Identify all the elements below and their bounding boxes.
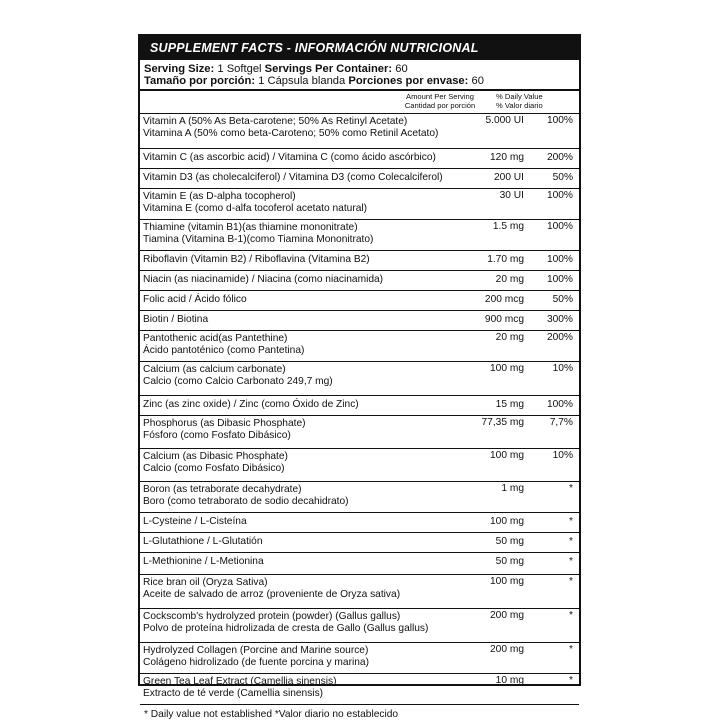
daily-value-percent: *: [569, 556, 573, 568]
amount-value: 5.000 UI: [485, 115, 524, 127]
nutrient-name: [140, 553, 433, 567]
daily-value-percent: 300%: [546, 314, 573, 326]
nutrient-name-line-1: Vitamin D3 (as cholecalciferol) / Vitamina D3 (como Colecalciferol): [143, 172, 443, 184]
amount-header-en: Amount Per Serving: [406, 92, 474, 102]
nutrient-name: [140, 482, 433, 507]
serving-size-value-es: 1 Cápsula blanda: [258, 75, 346, 88]
amount-value: 200 UI: [493, 172, 524, 184]
nutrient-name-line-1: Calcium (as Dibasic Phosphate): [143, 451, 288, 463]
nutrient-name-line-1: Niacin (as niacinamide) / Niacina (como niacinamida): [143, 274, 384, 286]
nutrient-name-line-2: Ácido pantoténico (como Pantetina): [143, 344, 305, 356]
dv-header-es: % Valor diario: [496, 100, 543, 110]
amount-value: 50 mg: [495, 536, 524, 548]
daily-value-percent: *: [569, 516, 573, 528]
nutrient-name-line-2: Vitamina A (50% como beta-Caroteno; 50% como Retinil Acetato): [143, 127, 439, 139]
daily-value-percent: 100%: [546, 254, 573, 266]
amount-value: 100 mg: [490, 576, 524, 588]
table-row: [140, 362, 579, 396]
nutrient-name: [140, 311, 433, 325]
nutrient-name: [140, 674, 433, 699]
daily-value-percent: *: [569, 536, 573, 548]
column-headers: [140, 91, 579, 114]
table-row: [140, 643, 579, 674]
panel-title: SUPPLEMENT FACTS - INFORMACIÓN NUTRICIONAL: [140, 36, 579, 60]
nutrient-name: [140, 575, 433, 600]
amount-value: 200 mg: [490, 644, 524, 656]
amount-value: 100 mg: [490, 363, 524, 375]
nutrient-name-line-1: Zinc (as zinc oxide) / Zinc (como Óxido de Zinc): [143, 399, 359, 411]
table-row: [140, 396, 579, 416]
nutrient-name: [140, 643, 433, 668]
nutrient-name-line-1: Folic acid / Ácido fólico: [143, 294, 247, 306]
amount-value: 50 mg: [495, 556, 524, 568]
footnote: * Daily value not established *Valor diario no establecido: [144, 709, 399, 721]
nutrient-name-line-1: Green Tea Leaf Extract (Camellia sinensis): [143, 676, 337, 688]
nutrient-name-line-2: Extracto de té verde (Camellia sinensis): [143, 687, 324, 699]
nutrient-name: [140, 533, 433, 547]
nutrient-name-line-2: Calcio (como Fosfato Dibásico): [143, 462, 285, 474]
nutrient-name: [140, 449, 433, 474]
nutrient-name-line-1: Calcium (as calcium carbonate): [143, 364, 286, 376]
daily-value-percent: 100%: [546, 221, 573, 233]
servings-per-container-value-es: 60: [471, 75, 484, 88]
serving-line-en: [144, 63, 575, 75]
daily-value-percent: 10%: [552, 450, 573, 462]
amount-header-es: Cantidad por porción: [404, 100, 476, 110]
daily-value-percent: *: [569, 610, 573, 622]
daily-value-percent: *: [569, 483, 573, 495]
serving-size-value: 1 Softgel: [217, 63, 262, 75]
nutrient-name-line-1: L-Methionine / L-Metionina: [143, 556, 264, 568]
serving-size-label-es: Tamaño por porción:: [144, 75, 256, 88]
daily-value-percent: 50%: [552, 172, 573, 184]
nutrient-name-line-1: Riboflavin (Vitamin B2) / Riboflavina (Vitamina B2): [143, 254, 370, 266]
table-row: [140, 149, 579, 169]
nutrient-name-line-1: Vitamin A (50% As Beta-carotene; 50% As Retinyl Acetate): [143, 116, 408, 128]
table-row: [140, 553, 579, 575]
nutrient-name-line-2: Tiamina (Vitamina B-1)(como Tiamina Mononitrato): [143, 233, 374, 245]
table-row: [140, 331, 579, 362]
nutrient-name-line-1: Thiamine (vitamin B1)(as thiamine mononitrate): [143, 222, 358, 234]
nutrient-name-line-1: Pantothenic acid(as Pantethine): [143, 333, 288, 345]
servings-per-container-value: 60: [395, 63, 408, 75]
nutrient-name-line-2: Boro (como tetraborato de sodio decahidrato): [143, 495, 349, 507]
amount-column-header: [394, 93, 486, 110]
nutrient-name-line-1: Vitamin E (as D-alpha tocopherol): [143, 191, 296, 203]
table-row: [140, 189, 579, 220]
amount-value: 100 mg: [490, 516, 524, 528]
nutrient-name: [140, 396, 433, 410]
nutrient-name-line-1: Boron (as tetraborate decahydrate): [143, 484, 302, 496]
daily-value-percent: *: [569, 644, 573, 656]
amount-value: 20 mg: [495, 274, 524, 286]
nutrient-name: [140, 114, 439, 139]
nutrient-name-line-1: Biotin / Biotina: [143, 314, 209, 326]
nutrient-name-line-2: Aceite de salvado de arroz (proveniente de Oryza sativa): [143, 588, 401, 600]
nutrient-name: [140, 271, 433, 285]
serving-line-es: [144, 75, 575, 87]
table-row: [140, 513, 579, 533]
daily-value-percent: 7,7%: [549, 417, 573, 429]
dv-header-en: % Daily Value: [496, 92, 543, 102]
daily-value-percent: 100%: [546, 115, 573, 127]
nutrient-name-line-2: Polvo de proteína hidrolizada de cresta de Gallo (Gallus gallus): [143, 622, 429, 634]
amount-value: 77,35 mg: [481, 417, 524, 429]
serving-info: [140, 60, 579, 91]
nutrient-name: [140, 362, 433, 387]
nutrient-name-line-1: L-Glutathione / L-Glutatión: [143, 536, 263, 548]
daily-value-percent: 10%: [552, 363, 573, 375]
amount-value: 120 mg: [490, 152, 524, 164]
nutrient-name: [140, 609, 433, 634]
nutrient-name-line-1: Cockscomb's hydrolyzed protein (powder) (Gallus gallus): [143, 611, 401, 623]
amount-value: 1.5 mg: [492, 221, 524, 233]
amount-value: 15 mg: [495, 399, 524, 411]
daily-value-percent: *: [569, 675, 573, 687]
table-row: [140, 251, 579, 271]
table-row: [140, 220, 579, 251]
daily-value-percent: *: [569, 576, 573, 588]
table-row: [140, 575, 579, 609]
nutrient-name-line-1: Vitamin C (as ascorbic acid) / Vitamina C (como ácido ascórbico): [143, 152, 436, 164]
nutrient-name-line-1: Rice bran oil (Oryza Sativa): [143, 577, 268, 589]
daily-value-percent: 100%: [546, 190, 573, 202]
table-row: [140, 533, 579, 553]
nutrient-name: [140, 251, 433, 265]
nutrient-name: [140, 169, 443, 184]
table-row: [140, 271, 579, 291]
table-row: [140, 169, 579, 189]
nutrient-name: [140, 513, 433, 527]
amount-value: 1.70 mg: [487, 254, 524, 266]
daily-value-percent: 100%: [546, 274, 573, 286]
table-row: [140, 609, 579, 643]
nutrient-name: [140, 220, 433, 245]
amount-value: 30 UI: [499, 190, 524, 202]
amount-value: 200 mcg: [484, 294, 524, 306]
nutrient-name-line-2: Colágeno hidrolizado (de fuente porcina y marina): [143, 656, 369, 668]
nutrient-name-line-2: Fósforo (como Fosfato Dibásico): [143, 429, 291, 441]
nutrient-name-line-2: Vitamina E (como d-alfa tocoferol acetato natural): [143, 202, 368, 214]
amount-value: 200 mg: [490, 610, 524, 622]
supplement-facts-panel: [138, 34, 581, 721]
table-row: [140, 114, 579, 149]
nutrient-name: [140, 291, 433, 305]
daily-value-percent: 50%: [552, 294, 573, 306]
nutrient-name: [140, 416, 433, 441]
nutrient-name: [140, 331, 433, 356]
daily-value-percent: 200%: [546, 152, 573, 164]
daily-value-column-header: [496, 93, 578, 110]
nutrient-name-line-1: Hydrolyzed Collagen (Porcine and Marine source): [143, 645, 369, 657]
nutrient-name-line-1: L-Cysteine / L-Cisteína: [143, 516, 247, 528]
table-row: [140, 311, 579, 331]
nutrient-name-line-1: Phosphorus (as Dibasic Phosphate): [143, 418, 306, 430]
table-row: [140, 482, 579, 513]
amount-value: 100 mg: [490, 450, 524, 462]
table-row: [140, 416, 579, 449]
serving-size-label: Serving Size:: [144, 63, 215, 75]
servings-per-container-label-es: Porciones por envase:: [348, 75, 469, 88]
nutrient-name: [140, 149, 436, 164]
table-row: [140, 449, 579, 482]
amount-value: 1 mg: [501, 483, 524, 495]
table-row: [140, 674, 579, 705]
amount-value: 900 mcg: [484, 314, 524, 326]
amount-value: 20 mg: [495, 332, 524, 344]
table-row: [140, 291, 579, 311]
daily-value-percent: 100%: [546, 399, 573, 411]
servings-per-container-label: Servings Per Container:: [264, 63, 393, 75]
nutrient-name: [140, 189, 433, 214]
nutrient-name-line-2: Calcio (como Calcio Carbonato 249,7 mg): [143, 375, 333, 387]
daily-value-percent: 200%: [546, 332, 573, 344]
amount-value: 10 mg: [495, 675, 524, 687]
nutrient-rows: [140, 114, 579, 705]
